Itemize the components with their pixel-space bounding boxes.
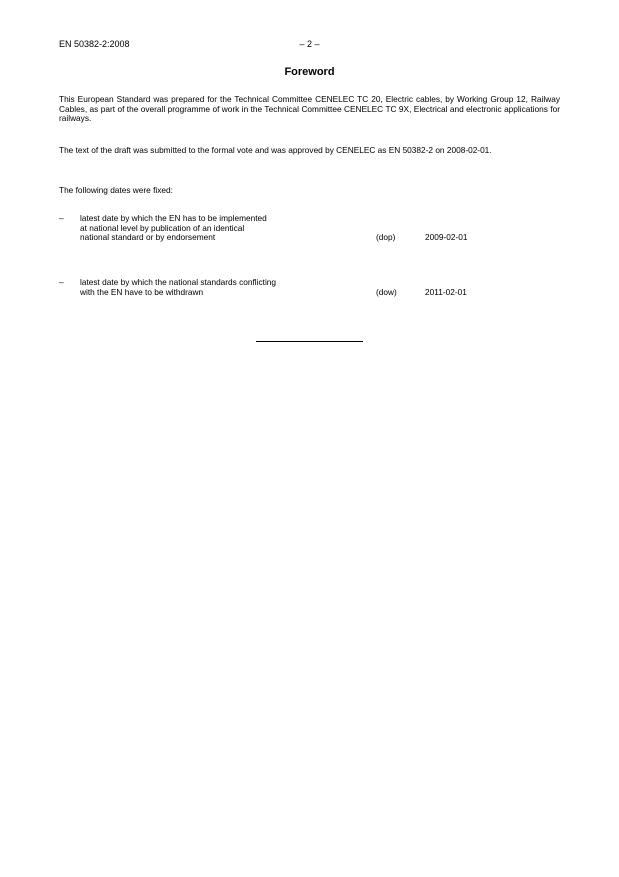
- date-item-description: [80, 214, 370, 243]
- paragraph-approval: The text of the draft was submitted to the formal vote and was approved by CENELEC as EN 50382-2 on 2008-02-01.: [59, 145, 492, 155]
- description-line: latest date by which the EN has to be implemented: [80, 213, 267, 223]
- date-abbreviation: (dow): [376, 286, 397, 297]
- end-rule: [256, 341, 363, 342]
- description-line: latest date by which the national standards conflicting: [80, 277, 277, 287]
- section-title: Foreword: [284, 66, 335, 78]
- paragraph-prepared-by: This European Standard was prepared for the Technical Committee CENELEC TC 20, Electric cables, by Working Group 12, Railway Cables, as part of the overall programme of work in the Technical Committee CENELEC TC 9X, Electrical and electronic applications for railways.: [59, 94, 560, 124]
- date-value: 2011-02-01: [425, 286, 467, 297]
- description-line: national standard or by endorsement: [80, 232, 216, 243]
- date-item-description: [80, 278, 370, 297]
- description-line: with the EN have to be withdrawn: [80, 286, 204, 297]
- description-line: at national level by publication of an identical: [80, 222, 245, 233]
- date-value: 2009-02-01: [425, 232, 468, 243]
- list-dash: –: [59, 277, 64, 287]
- page-number: – 2 –: [299, 39, 320, 49]
- document-id: EN 50382-2:2008: [59, 39, 130, 49]
- paragraph-dates-intro: The following dates were fixed:: [59, 185, 173, 195]
- list-dash: –: [59, 213, 64, 223]
- date-abbreviation: (dop): [376, 232, 396, 243]
